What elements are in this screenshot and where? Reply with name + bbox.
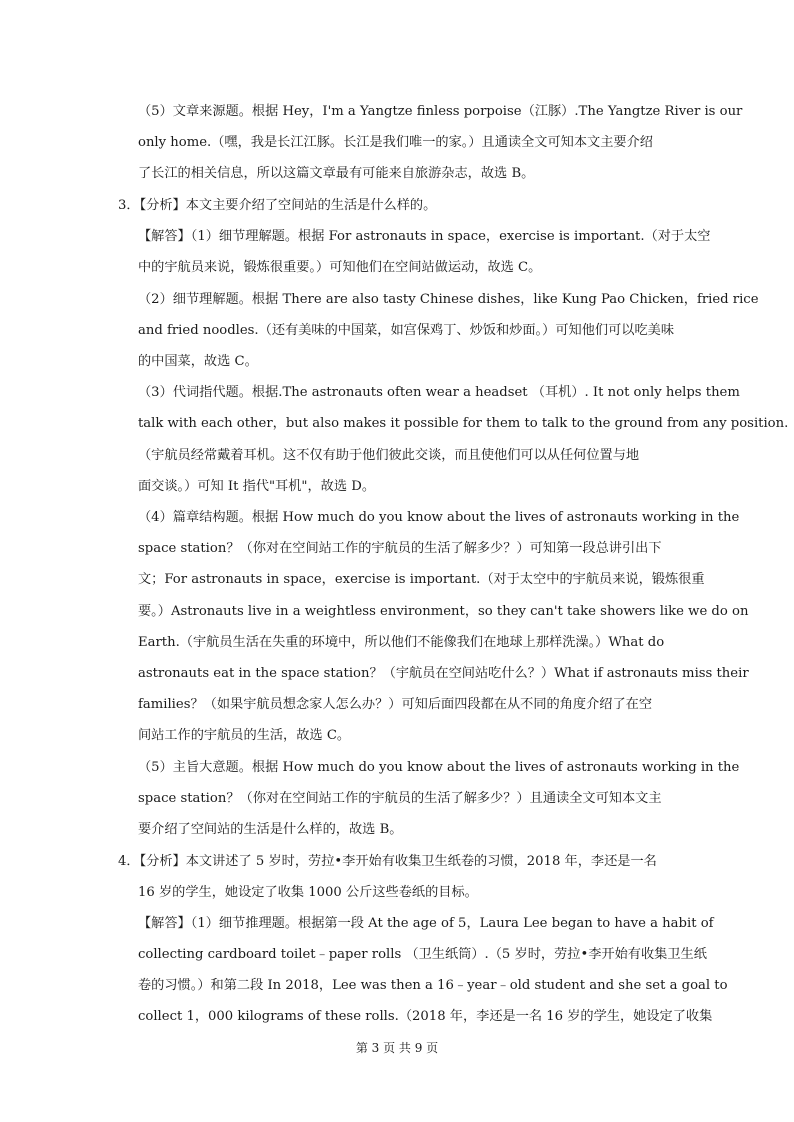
- text-line: astronauts eat in the space station？（宇航员在空间站吃什么？）What if astronauts miss their: [138, 666, 749, 681]
- text-line: （4）篇章结构题。根据 How much do you know about the lives of astronauts working in the: [138, 510, 740, 525]
- text-line: 16 岁的学生，她设定了收集 1000 公斤这些卷纸的目标。: [138, 885, 478, 900]
- text-line: families？（如果宇航员想念家人怎么办？）可知后面四段都在从不同的角度介绍了在空: [138, 697, 653, 712]
- text-line: 要介绍了空间站的生活是什么样的，故选 B。: [138, 822, 403, 837]
- question-heading-3: 3．【分析】本文主要介绍了空间站的生活是什么样的。: [118, 198, 437, 213]
- text-line: 【解答】（1）细节推理题。根据第一段 At the age of 5，Laura Lee began to have a habit of: [138, 916, 714, 931]
- text-line: 要。）Astronauts live in a weightless environment，so they can't take showers like we do on: [138, 604, 749, 619]
- text-line: （3）代词指代题。根据.The astronauts often wear a headset （耳机）. It not only helps them: [138, 385, 740, 400]
- text-line: Earth.（宇航员生活在失重的环境中，所以他们不能像我们在地球上那样洗澡。）What do: [138, 635, 665, 650]
- page-footer: 第 3 页 共 9 页: [355, 1041, 439, 1055]
- text-line: space station？（你对在空间站工作的宇航员的生活了解多少？）且通读全文可知本文主: [138, 791, 662, 806]
- text-line: talk with each other，but also makes it possible for them to talk to the ground from any position.: [138, 416, 789, 431]
- text-line: （宇航员经常戴着耳机。这不仅有助于他们彼此交谈，而且使他们可以从任何位置与地: [138, 448, 640, 463]
- text-line: （5）主旨大意题。根据 How much do you know about the lives of astronauts working in the: [138, 760, 740, 775]
- text-line: 文；For astronauts in space，exercise is important.（对于太空中的宇航员来说，锻炼很重: [138, 572, 705, 587]
- text-line: 间站工作的宇航员的生活，故选 C。: [138, 728, 351, 743]
- text-line: （5）文章来源题。根据 Hey，I'm a Yangtze finless porpoise（江豚）.The Yangtze River is our: [138, 104, 743, 119]
- text-line: only home.（嘿，我是长江江豚。长江是我们唯一的家。）且通读全文可知本文主要介绍: [138, 135, 653, 150]
- text-line: 【解答】（1）细节理解题。根据 For astronauts in space，exercise is important.（对于太空: [138, 229, 711, 244]
- question-heading-4: 4．【分析】本文讲述了 5 岁时，劳拉•李开始有收集卫生纸卷的习惯，2018 年，李还是一名: [118, 854, 657, 869]
- text-line: 卷的习惯。）和第二段 In 2018，Lee was then a 16﹣year﹣old student and she set a goal to: [138, 978, 728, 993]
- text-line: （2）细节理解题。根据 There are also tasty Chinese dishes，like Kung Pao Chicken，fried rice: [138, 292, 759, 307]
- text-line: space station？（你对在空间站工作的宇航员的生活了解多少？）可知第一段总讲引出下: [138, 541, 662, 556]
- text-line: and fried noodles.（还有美味的中国菜，如宫保鸡丁、炒饭和炒面。）可知他们可以吃美味: [138, 323, 675, 338]
- text-line: 的中国菜，故选 C。: [138, 354, 258, 369]
- text-line: 了长江的相关信息，所以这篇文章最有可能来自旅游杂志，故选 B。: [138, 166, 535, 181]
- text-line: 面交谈。）可知 It 指代"耳机"，故选 D。: [138, 479, 376, 494]
- text-line: 中的宇航员来说，锻炼很重要。）可知他们在空间站做运动，故选 C。: [138, 260, 542, 275]
- text-line: collect 1，000 kilograms of these rolls.（2018 年，李还是一名 16 岁的学生，她设定了收集: [138, 1009, 713, 1024]
- text-line: collecting cardboard toilet﹣paper rolls （卫生纸筒）.（5 岁时，劳拉•李开始有收集卫生纸: [138, 947, 707, 962]
